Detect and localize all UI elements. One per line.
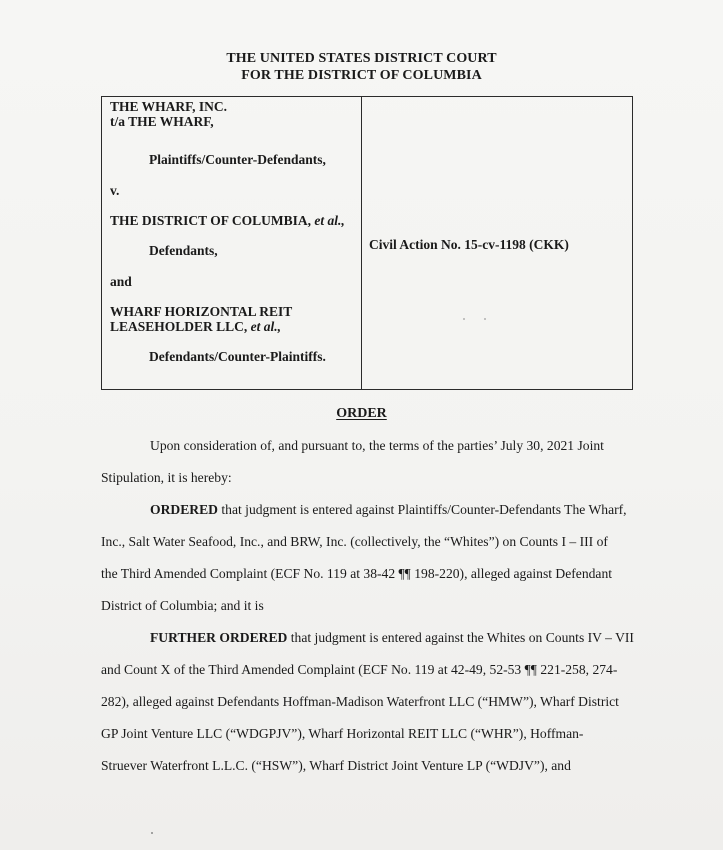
order-paragraph-3-line-1-text: that judgment is entered against the Whites on Counts IV – VII (287, 630, 634, 645)
scan-speck (463, 318, 465, 320)
further-ordered-keyword: FURTHER ORDERED (150, 630, 288, 645)
order-paragraph-3-line-4: GP Joint Venture LLC (“WDGPJV”), Wharf Horizontal REIT LLC (“WHR”), Hoffman- (101, 726, 584, 741)
third-party-et-al: et al., (247, 319, 282, 334)
plaintiff-name: THE WHARF, INC. (110, 99, 228, 114)
third-party-line-2 (110, 319, 281, 335)
case-caption-box (101, 96, 633, 390)
defendant-et-al: et al., (311, 213, 345, 228)
ordered-keyword: ORDERED (150, 502, 218, 517)
third-party-line-1: WHARF HORIZONTAL REIT (110, 304, 293, 319)
order-paragraph-2-line-2: Inc., Salt Water Seafood, Inc., and BRW, Inc. (collectively, the “Whites”) on Counts I – III of (101, 534, 608, 549)
order-paragraph-2-line-1-text: that judgment is entered against Plaintiffs/Counter-Defendants The Wharf, (217, 502, 627, 517)
order-paragraph-3-line-5: Struever Waterfront L.L.C. (“HSW”), Wharf District Joint Venture LP (“WDJV”), and (101, 758, 571, 773)
third-party-role: Defendants/Counter-Plaintiffs. (149, 349, 326, 364)
third-party-name-text: LEASEHOLDER LLC, (110, 319, 248, 334)
versus-label: v. (110, 183, 120, 198)
court-header (0, 50, 723, 84)
scan-speck (151, 832, 153, 834)
order-paragraph-2-line-3: the Third Amended Complaint (ECF No. 119 at 38-42 ¶¶ 198-220), alleged against Defendant (101, 566, 613, 581)
defendant-name (110, 213, 345, 229)
order-paragraph-3-line-1 (150, 630, 634, 646)
plaintiff-ta-text: t/a THE WHARF, (110, 114, 214, 129)
court-header-line-1: THE UNITED STATES DISTRICT COURT (226, 51, 497, 66)
order-paragraph-3-line-3: 282), alleged against Defendants Hoffman-Madison Waterfront LLC (“HMW”), Wharf District (101, 694, 619, 709)
order-paragraph-2-line-1 (150, 502, 627, 518)
order-paragraph-1-line-1: Upon consideration of, and pursuant to, the terms of the parties’ July 30, 2021 Joint (150, 438, 604, 453)
caption-divider (361, 97, 362, 389)
plaintiff-trade-name (110, 114, 214, 130)
order-paragraph-3-line-2: and Count X of the Third Amended Complaint (ECF No. 119 at 42-49, 52-53 ¶¶ 221-258, 274- (101, 662, 618, 677)
order-title (0, 406, 723, 422)
court-header-line-2: FOR THE DISTRICT OF COLUMBIA (241, 68, 482, 83)
and-label: and (110, 274, 132, 289)
plaintiff-role: Plaintiffs/Counter-Defendants, (149, 152, 326, 167)
defendant-name-text: THE DISTRICT OF COLUMBIA, (110, 213, 312, 228)
civil-action-number: Civil Action No. 15-cv-1198 (CKK) (369, 237, 569, 252)
scan-speck (484, 318, 486, 320)
defendant-role: Defendants, (149, 243, 218, 258)
order-title-text: ORDER (336, 406, 387, 421)
order-paragraph-1-line-2: Stipulation, it is hereby: (101, 470, 232, 485)
order-paragraph-2-line-4: District of Columbia; and it is (101, 598, 264, 613)
